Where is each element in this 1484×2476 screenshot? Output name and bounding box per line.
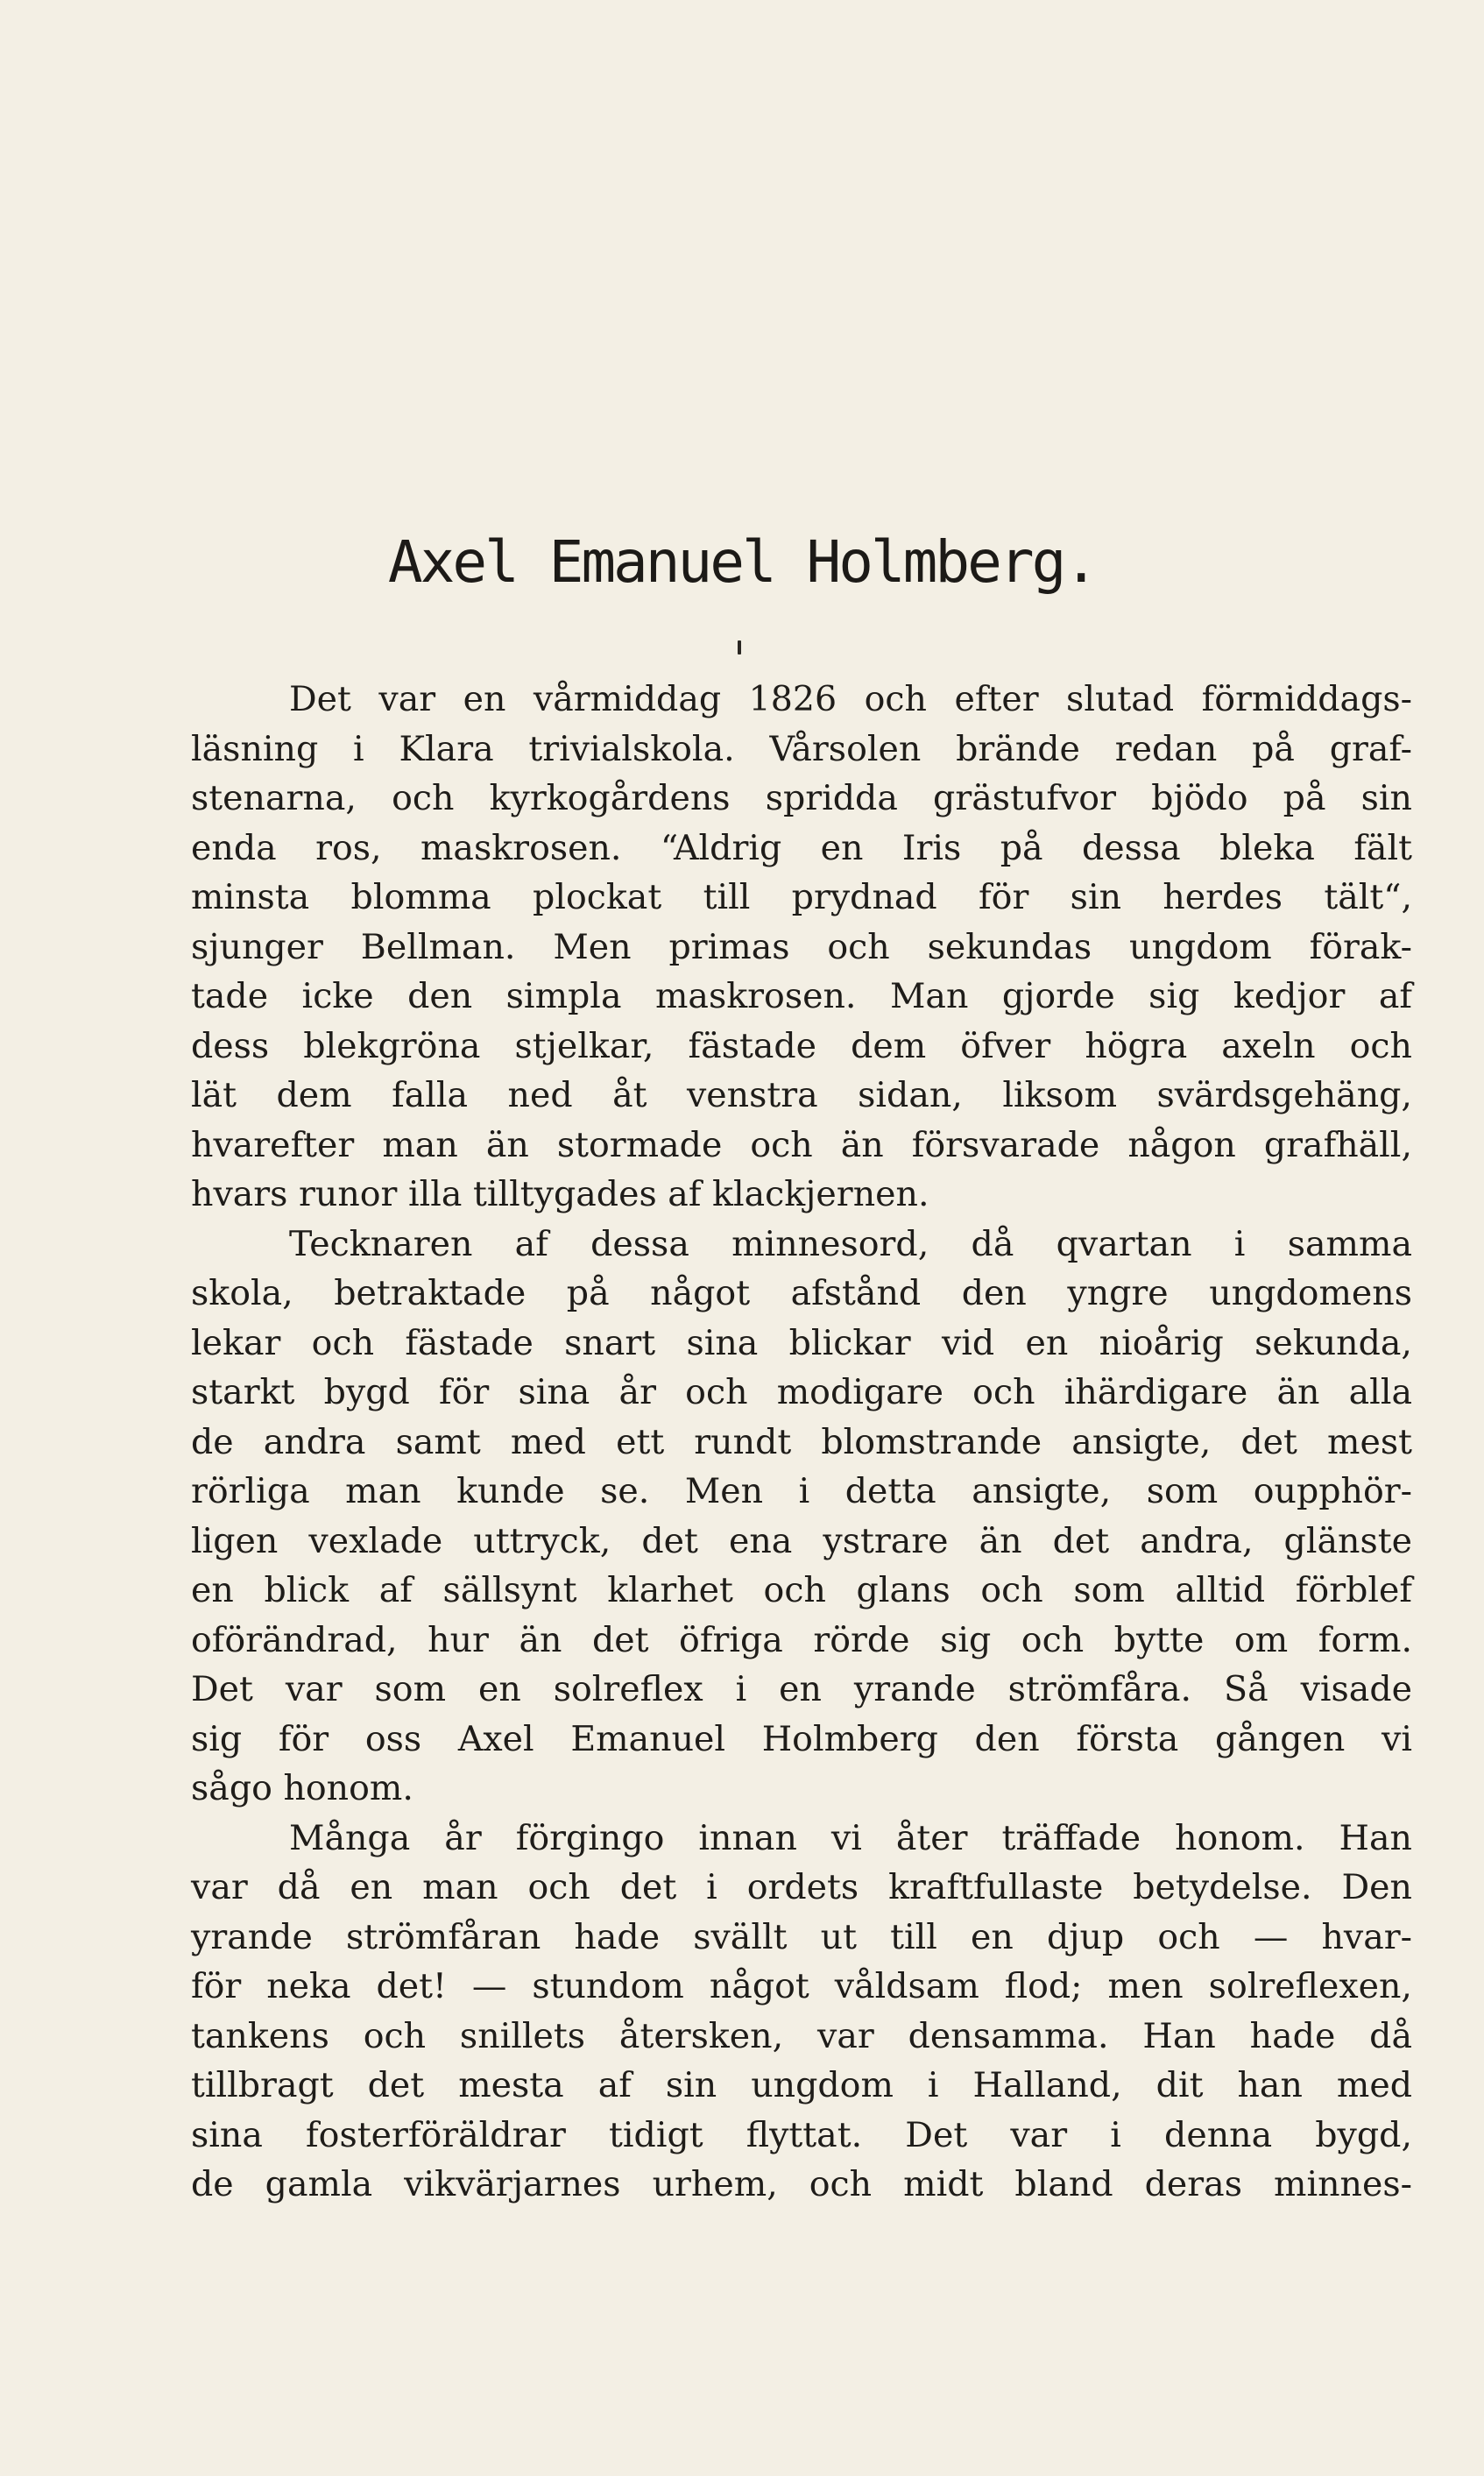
text-line: en blick af sällsynt klarhet och glans och som alltid förblef bbox=[191, 1570, 1412, 1610]
text-line: Det var en vårmiddag 1826 och efter slutad förmiddags- bbox=[289, 679, 1412, 719]
text-line: ligen vexlade uttryck, det ena ystrare än det andra, glänste bbox=[191, 1520, 1412, 1561]
decorative-mark bbox=[738, 640, 741, 654]
text-line: hvarefter man än stormade och än försvarade någon grafhäll, bbox=[191, 1124, 1412, 1165]
text-line: hvars runor illa tilltygades af klackjernen. bbox=[191, 1174, 929, 1214]
chapter-title: Axel Emanuel Holmberg. bbox=[387, 528, 1097, 596]
text-line: lekar och fästade snart sina blickar vid en nioårig sekunda, bbox=[191, 1322, 1412, 1363]
text-line: dess blekgröna stjelkar, fästade dem öfver högra axeln och bbox=[191, 1025, 1412, 1066]
text-line: för neka det! — stundom något våldsam flod; men solreflexen, bbox=[191, 1966, 1412, 2006]
text-line: sina fosterföräldrar tidigt flyttat. Det var i denna bygd, bbox=[191, 2114, 1412, 2155]
text-line: sjunger Bellman. Men primas och sekundas ungdom förak- bbox=[191, 926, 1412, 967]
text-line: tade icke den simpla maskrosen. Man gjorde sig kedjor af bbox=[191, 976, 1412, 1016]
text-line: de andra samt med ett rundt blomstrande ansigte, det mest bbox=[191, 1421, 1412, 1462]
text-line: sågo honom. bbox=[191, 1768, 413, 1808]
text-line: yrande strömfåran hade svällt ut till en djup och — hvar- bbox=[191, 1916, 1412, 1957]
text-line: var då en man och det i ordets kraftfullaste betydelse. Den bbox=[191, 1867, 1412, 1907]
text-line: skola, betraktade på något afstånd den yngre ungdomens bbox=[191, 1273, 1412, 1313]
text-line: stenarna, och kyrkogårdens spridda grästufvor bjödo på sin bbox=[191, 778, 1412, 818]
text-line: enda ros, maskrosen. “Aldrig en Iris på dessa bleka fält bbox=[191, 827, 1412, 868]
text-line: Tecknaren af dessa minnesord, då qvartan i samma bbox=[289, 1223, 1412, 1264]
text-line: minsta blomma plockat till prydnad för sin herdes tält“, bbox=[191, 877, 1412, 917]
text-line: de gamla vikvärjarnes urhem, och midt bland deras minnes- bbox=[191, 2164, 1412, 2204]
text-line: starkt bygd för sina år och modigare och ihärdigare än alla bbox=[191, 1372, 1412, 1412]
text-line: oförändrad, hur än det öfriga rörde sig och bytte om form. bbox=[191, 1619, 1412, 1660]
body-text bbox=[191, 675, 1412, 2210]
text-line: Många år förgingo innan vi åter träffade honom. Han bbox=[289, 1817, 1412, 1858]
text-line: Det var som en solreflex i en yrande strömfåra. Så visade bbox=[191, 1669, 1412, 1709]
text-line: läsning i Klara trivialskola. Vårsolen brände redan på graf- bbox=[191, 728, 1412, 769]
text-line: tillbragt det mesta af sin ungdom i Halland, dit han med bbox=[191, 2065, 1412, 2105]
text-line: tankens och snillets återsken, var densamma. Han hade då bbox=[191, 2015, 1412, 2056]
text-line: sig för oss Axel Emanuel Holmberg den första gången vi bbox=[191, 1718, 1412, 1759]
text-line: rörliga man kunde se. Men i detta ansigte, som oupphör- bbox=[191, 1471, 1412, 1511]
text-line: lät dem falla ned åt venstra sidan, liksom svärdsgehäng, bbox=[191, 1075, 1412, 1115]
